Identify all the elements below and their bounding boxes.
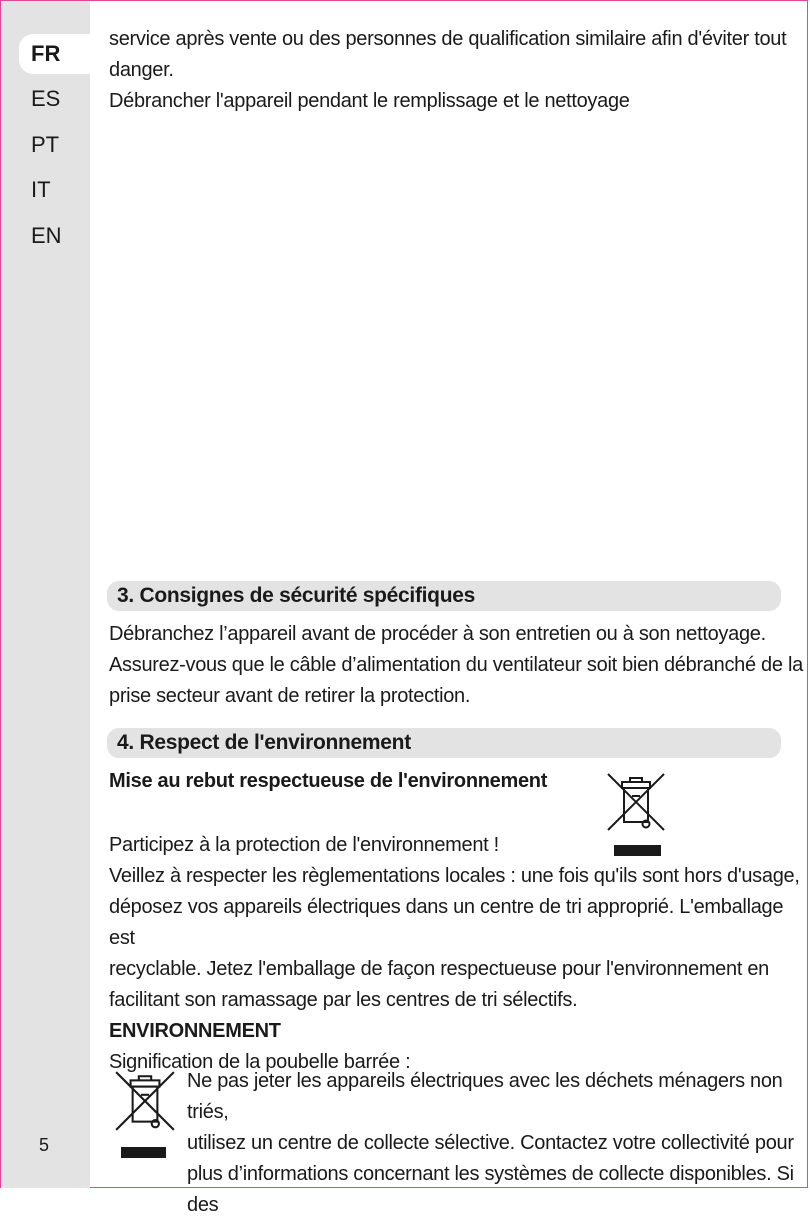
body-line: utilisez un centre de collecte sélective. Contactez votre collectivité pour (187, 1132, 794, 1154)
intro-line: Débrancher l'appareil pendant le remplissage et le nettoyage (109, 90, 630, 112)
body-line: Veillez à respecter les règlementations locales : une fois qu'ils sont hors d'usage, (109, 865, 800, 887)
intro-text (109, 24, 786, 117)
body-line: recyclable. Jetez l'emballage de façon respectueuse pour l'environnement en (109, 958, 769, 980)
intro-line: service après vente ou des personnes de qualification similaire afin d'éviter tout (109, 28, 787, 50)
lang-tab-it[interactable]: IT (31, 177, 51, 202)
lang-tab-fr[interactable]: FR (19, 34, 91, 74)
intro-line: danger. (109, 59, 174, 81)
body-line: Signification de la poubelle barrée : (109, 1051, 411, 1073)
section-4-body (109, 830, 810, 1078)
body-line: Participez à la protection de l'environnement ! (109, 834, 499, 856)
language-sidebar (1, 1, 90, 1188)
body-line: Débranchez l’appareil avant de procéder à son entretien ou à son nettoyage. (109, 623, 766, 645)
lang-tab-pt[interactable]: PT (31, 132, 60, 157)
crossed-out-wheelie-bin-icon (112, 1068, 178, 1134)
body-line: Assurez-vous que le câble d’alimentation du ventilateur soit bien débranché de la (109, 654, 803, 676)
body-line: déposez vos appareils électriques dans un centre de tri approprié. L'emballage est (109, 896, 784, 949)
lang-tab-en[interactable]: EN (31, 223, 62, 248)
section-3-heading: 3. Consignes de sécurité spécifiques (107, 581, 781, 611)
page-number: 5 (39, 1135, 50, 1155)
bin-underline-bar (121, 1147, 166, 1158)
body-line: prise secteur avant de retirer la protection. (109, 685, 471, 707)
body-line: plus d’informations concernant les systèmes de collecte disponibles. Si des (187, 1163, 794, 1216)
lang-tab-es[interactable]: ES (31, 86, 61, 111)
crossed-out-wheelie-bin-icon (604, 770, 668, 834)
bin-explanation (187, 1066, 810, 1221)
body-line: facilitant son ramassage par les centres de tri sélectifs. (109, 989, 578, 1011)
environment-heading: ENVIRONNEMENT (109, 1020, 281, 1042)
disposal-subtitle: Mise au rebut respectueuse de l'environnement (109, 770, 548, 792)
section-3-body (109, 619, 803, 712)
body-line: Ne pas jeter les appareils électriques avec les déchets ménagers non triés, (187, 1070, 783, 1123)
section-4-heading: 4. Respect de l'environnement (107, 728, 781, 758)
